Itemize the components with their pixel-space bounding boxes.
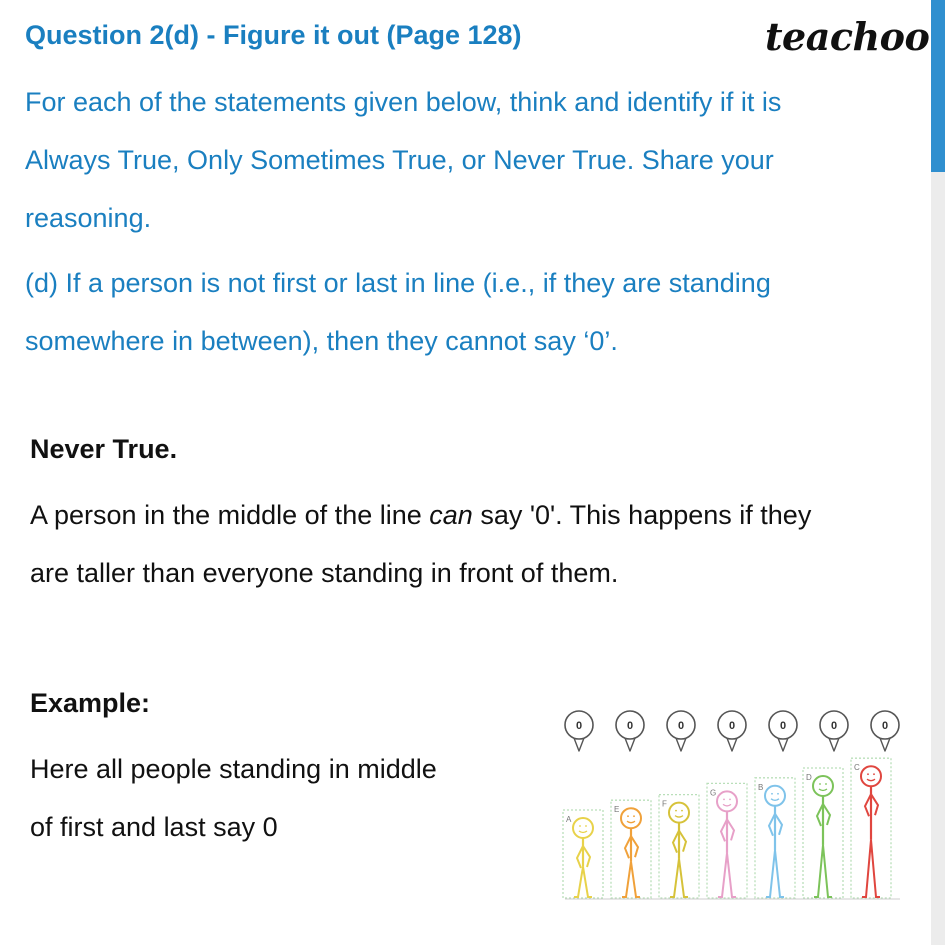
bubble-tail <box>880 738 890 751</box>
line-of-people-illustration <box>555 705 905 910</box>
bubble-tail <box>829 738 839 751</box>
bubble-value: 0 <box>830 720 838 732</box>
person-eye <box>873 773 875 775</box>
person-head <box>669 803 689 823</box>
person-head <box>813 776 833 796</box>
person-label: B <box>758 782 764 792</box>
person-leg <box>766 850 775 897</box>
person-eye <box>867 773 869 775</box>
bubble-tail <box>676 738 686 751</box>
person-eye <box>627 815 629 817</box>
example-line: Here all people standing in middle <box>30 754 437 784</box>
page-title: Question 2(d) - Figure it out (Page 128) <box>25 20 522 50</box>
person-head <box>765 786 785 806</box>
person-eye <box>675 810 677 812</box>
person-leg <box>670 859 679 897</box>
person-leg <box>622 862 631 897</box>
person-eye <box>723 799 725 801</box>
scrollbar-thumb[interactable] <box>931 0 945 172</box>
question-line: For each of the statements given below, think and identify if it is <box>25 87 782 117</box>
explanation-line <box>30 500 811 531</box>
bubble-tail <box>625 738 635 751</box>
example-heading: Example: <box>30 688 151 718</box>
question-line: somewhere in between), then they cannot say ‘0’. <box>25 326 618 356</box>
question-line: (d) If a person is not first or last in line (i.e., if they are standing <box>25 268 771 298</box>
person-eye <box>585 825 587 827</box>
bubble-value: 0 <box>575 720 583 732</box>
person-head <box>861 766 881 786</box>
person-leg <box>823 845 832 897</box>
person-label: F <box>662 799 667 809</box>
person-eye <box>579 825 581 827</box>
person-eye <box>819 783 821 785</box>
person-label: C <box>854 763 860 773</box>
person-leg <box>727 853 736 897</box>
bubble-value: 0 <box>728 720 736 732</box>
person-leg <box>862 840 871 897</box>
example-line: of first and last say 0 <box>30 812 278 842</box>
person-leg <box>871 840 880 897</box>
bubble-tail <box>727 738 737 751</box>
scrollbar[interactable] <box>931 0 945 945</box>
person-eye <box>777 793 779 795</box>
person-leg <box>631 862 640 897</box>
person-leg <box>679 859 688 897</box>
person-leg <box>583 867 592 897</box>
person-eye <box>633 815 635 817</box>
person-label: A <box>566 815 572 824</box>
person-eye <box>771 793 773 795</box>
person-head <box>573 818 593 838</box>
people-figure <box>555 705 905 910</box>
person-leg <box>574 867 583 897</box>
bubble-tail <box>574 738 584 751</box>
person-label: D <box>806 773 812 782</box>
explanation-text: A person in the middle of the line <box>30 500 430 530</box>
person-eye <box>825 783 827 785</box>
bubble-value: 0 <box>881 720 889 732</box>
explanation-line: are taller than everyone standing in front of them. <box>30 558 619 588</box>
person-leg <box>718 853 727 897</box>
answer-verdict: Never True. <box>30 434 178 464</box>
explanation-text: say '0'. This happens if they <box>472 500 812 530</box>
bubble-value: 0 <box>677 720 685 732</box>
teachoo-logo: teachoo <box>765 14 930 59</box>
person-leg <box>814 845 823 897</box>
bubble-value: 0 <box>779 720 787 732</box>
bubble-value: 0 <box>626 720 634 732</box>
person-label: G <box>710 788 717 798</box>
person-head <box>621 808 641 828</box>
explanation-emphasis: can <box>429 500 473 530</box>
person-head <box>717 791 737 811</box>
bubble-tail <box>778 738 788 751</box>
question-line: reasoning. <box>25 203 152 233</box>
person-eye <box>729 799 731 801</box>
person-label: E <box>614 805 620 815</box>
question-line: Always True, Only Sometimes True, or Never True. Share your <box>25 145 774 175</box>
person-eye <box>681 810 683 812</box>
person-leg <box>775 850 784 897</box>
